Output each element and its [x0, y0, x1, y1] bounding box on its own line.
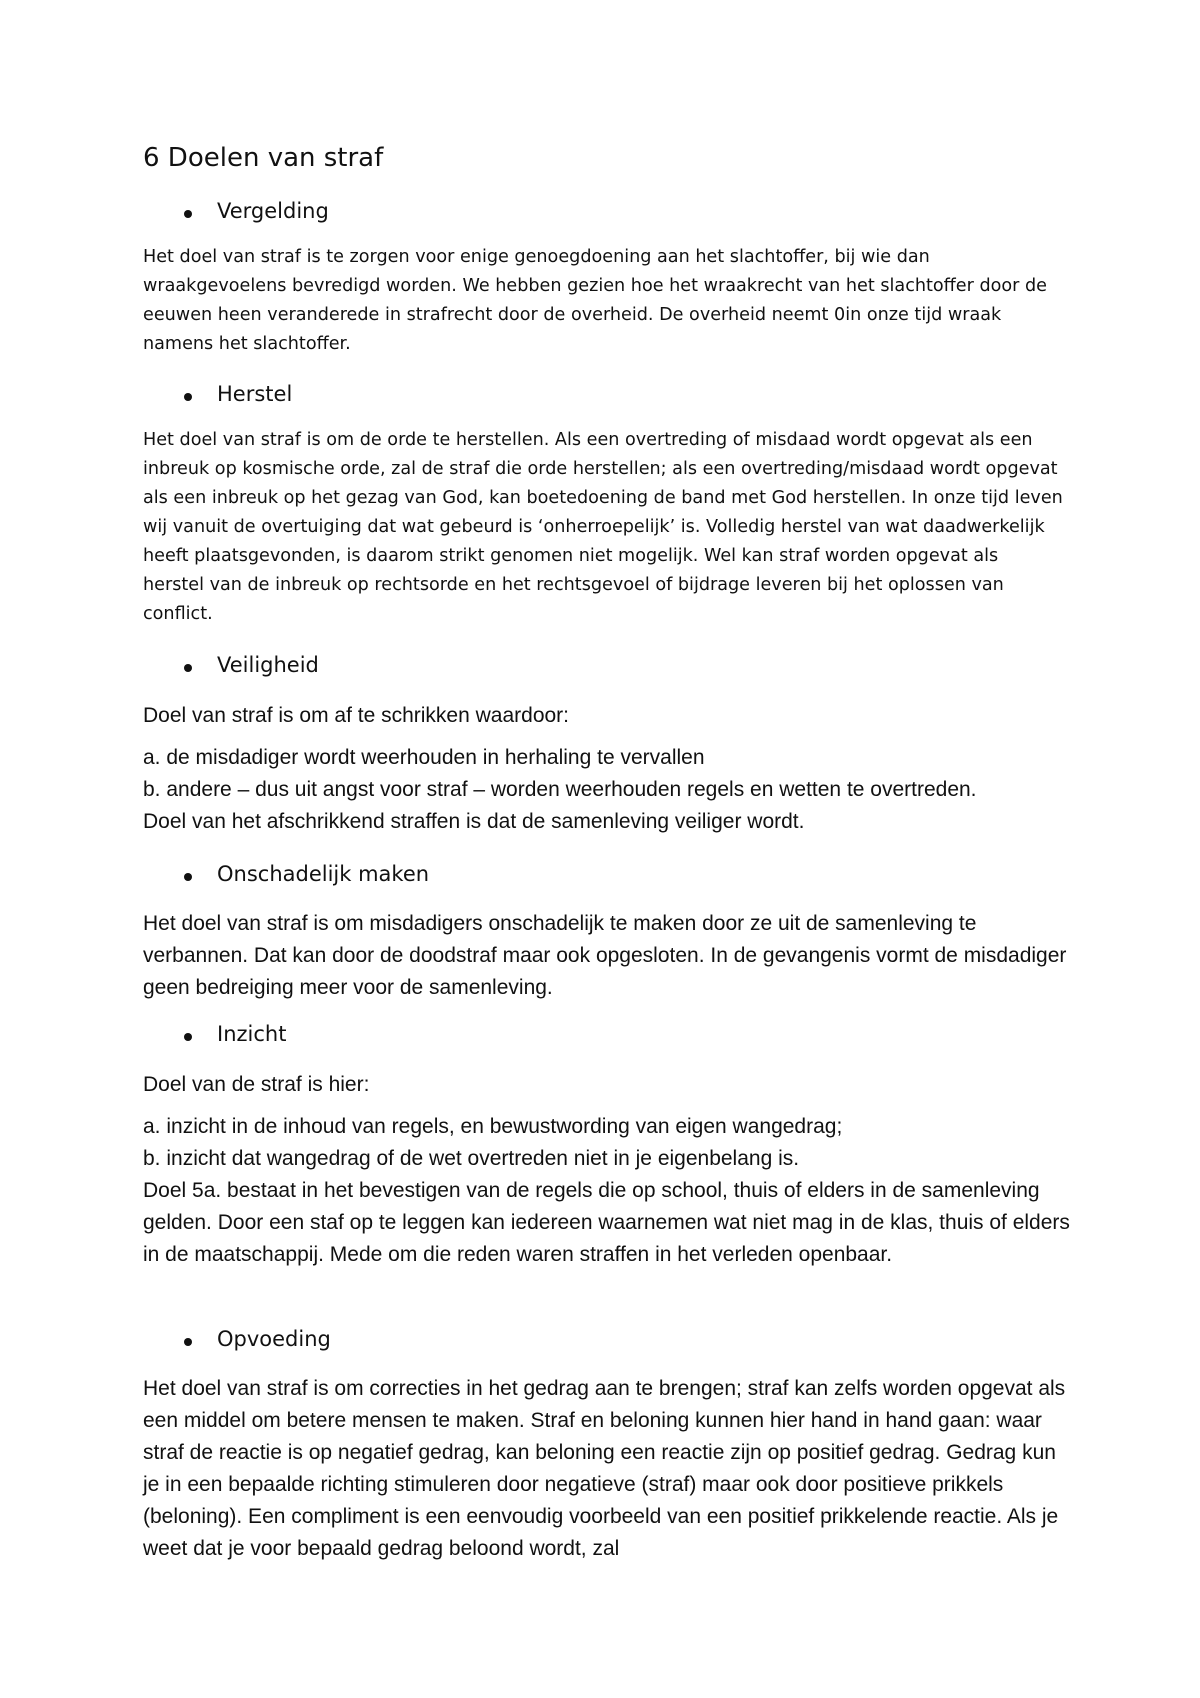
paragraph: b. andere – dus uit angst voor straf – worden weerhouden regels en wetten te overtreden.: [143, 778, 977, 801]
paragraph: Het doel van straf is om misdadigers onschadelijk te maken door ze uit de samenleving te verbannen. Dat kan door de doodstraf maar ook opgesloten. In de gevangenis vormt de misdadiger geen bedreiging meer voor de samenleving.: [143, 912, 1067, 999]
section-heading-inzicht: [0, 1022, 1200, 1052]
paragraph: Doel van de straf is hier:: [143, 1073, 370, 1096]
section-heading-label: Herstel: [217, 382, 293, 406]
bullet-icon: [184, 210, 192, 218]
section-body-onschadelijk-maken: [143, 908, 1073, 1004]
paragraph: Doel van het afschrikkend straffen is dat de samenleving veiliger wordt.: [143, 810, 805, 833]
paragraph: Het doel van straf is te zorgen voor enige genoegdoening aan het slachtoffer, bij wie dan wraakgevoelens bevredigd worden. We hebben gezien hoe het wraakrecht van het slachtoffer door de eeuwen heen veranderede in strafrecht door de overheid. De overheid neemt 0in onze tijd wraak namens het slachtoffer.: [143, 247, 1047, 354]
bullet-icon: [184, 1033, 192, 1041]
section-heading-veiligheid: [0, 653, 1200, 683]
paragraph: Doel van straf is om af te schrikken waardoor:: [143, 704, 570, 727]
paragraph: Het doel van straf is om correcties in het gedrag aan te brengen; straf kan zelfs worden opgevat als een middel om betere mensen te maken. Straf en beloning kunnen hier hand in hand gaan: waar straf de reactie is op negatief gedrag, kan beloning een reactie zijn op positief gedrag. Gedrag kun je in een bepaalde richting stimuleren door negatieve (straf) maar ook door positieve prikkels (beloning). Een compliment is een eenvoudig voorbeeld van een positief prikkelende reactie. Als je weet dat je voor bepaald gedrag beloond wordt, zal: [143, 1377, 1066, 1560]
section-body-veiligheid: [143, 700, 1073, 838]
section-heading-opvoeding: [0, 1327, 1200, 1357]
paragraph: Het doel van straf is om de orde te herstellen. Als een overtreding of misdaad wordt opgevat als een inbreuk op kosmische orde, zal de straf die orde herstellen; als een overtreding/misdaad wordt opgevat als een inbreuk op het gezag van God, kan boetedoening de band met God herstellen. In onze tijd leven wij vanuit de overtuiging dat wat gebeurd is ‘onherroepelijk’ is. Volledig herstel van wat daadwerkelijk heeft plaatsgevonden, is daarom strikt genomen niet mogelijk. Wel kan straf worden opgevat als herstel van de inbreuk op rechtsorde en het rechtsgevoel of bijdrage leveren bij het oplossen van conflict.: [143, 430, 1063, 624]
page-title: 6 Doelen van straf: [143, 143, 384, 173]
bullet-icon: [184, 393, 192, 401]
section-body-herstel: [143, 426, 1063, 629]
paragraph: a. de misdadiger wordt weerhouden in herhaling te vervallen: [143, 746, 705, 769]
paragraph: b. inzicht dat wangedrag of de wet overtreden niet in je eigenbelang is.: [143, 1147, 800, 1170]
section-heading-vergelding: [0, 199, 1200, 229]
section-heading-onschadelijk-maken: [0, 862, 1200, 892]
bullet-icon: [184, 664, 192, 672]
section-body-opvoeding: [143, 1373, 1073, 1565]
bullet-icon: [184, 1338, 192, 1346]
section-heading-label: Vergelding: [217, 199, 329, 223]
bullet-icon: [184, 873, 192, 881]
paragraph: a. inzicht in de inhoud van regels, en bewustwording van eigen wangedrag;: [143, 1115, 843, 1138]
section-heading-label: Opvoeding: [217, 1327, 331, 1351]
section-heading-herstel: [0, 382, 1200, 412]
section-heading-label: Onschadelijk maken: [217, 862, 430, 886]
section-body-vergelding: [143, 243, 1063, 359]
section-heading-label: Inzicht: [217, 1022, 287, 1046]
section-heading-label: Veiligheid: [217, 653, 319, 677]
section-body-inzicht: [143, 1069, 1073, 1271]
paragraph: Doel 5a. bestaat in het bevestigen van de regels die op school, thuis of elders in de samenleving gelden. Door een staf op te leggen kan iedereen waarnemen wat niet mag in de klas, thuis of elders in de maatschappij. Mede om die reden waren straffen in het verleden openbaar.: [143, 1179, 1070, 1266]
